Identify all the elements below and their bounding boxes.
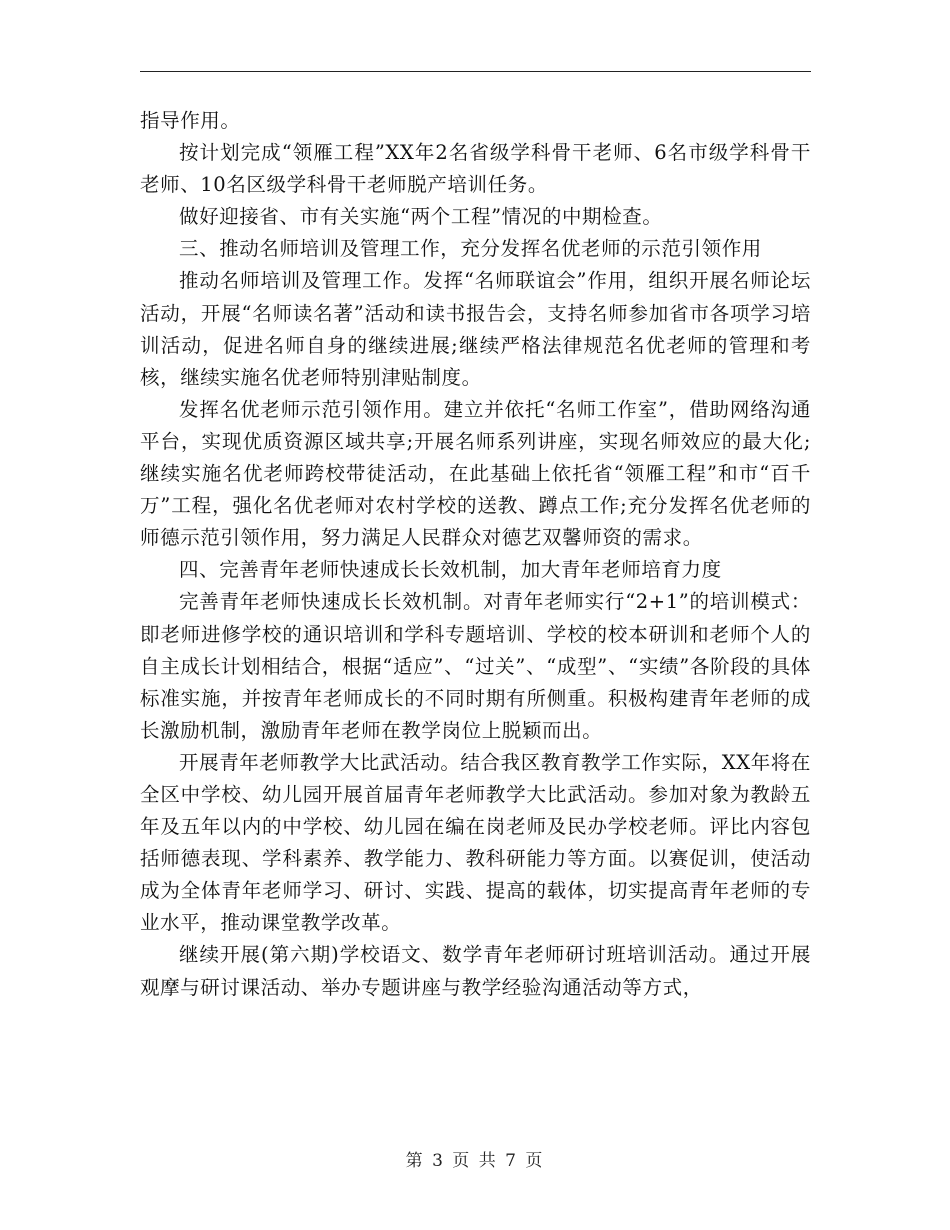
page-number-footer: 第 3 页 共 7 页 <box>405 1151 545 1171</box>
paragraph: 完善青年老师快速成长长效机制。对青年老师实行“2+1”的培训模式：即老师进修学校的通识培训和学科专题培训、学校的校本研训和老师个人的自主成长计划相结合，根据“适应”、“过关”、“成型”、“实绩”各阶段的具体标准实施，并按青年老师成长的不同时期有所侧重。积极构建青年老师的成长激励机制，激励青年老师在教学岗位上脱颖而出。 <box>140 590 811 742</box>
document-body <box>140 105 811 1004</box>
paragraph: 开展青年老师教学大比武活动。结合我区教育教学工作实际，XX年将在全区中学校、幼儿园开展首届青年老师教学大比武活动。参加对象为教龄五年及五年以内的中学校、幼儿园在编在岗老师及民办学校老师。评比内容包括师德表现、学科素养、教学能力、教科研能力等方面。以赛促训，使活动成为全体青年老师学习、研讨、实践、提高的载体，切实提高青年老师的专业水平，推动课堂教学改革。 <box>140 750 811 935</box>
paragraph: 指导作用。 <box>140 109 241 132</box>
paragraph: 按计划完成“领雁工程”XX年2名省级学科骨干老师、6名市级学科骨干老师、10名区级学科骨干老师脱产培训任务。 <box>140 141 811 197</box>
header-rule <box>140 71 811 72</box>
paragraph: 发挥名优老师示范引领作用。建立并依托“名师工作室”，借助网络沟通平台，实现优质资源区域共享;开展名师系列讲座，实现名师效应的最大化;继续实施名优老师跨校带徒活动，在此基础上依托省“领雁工程”和市“百千万”工程，强化名优老师对农村学校的送教、蹲点工作;充分发挥名优老师的师德示范引领作用，努力满足人民群众对德艺双馨师资的需求。 <box>140 397 811 550</box>
paragraph: 继续开展(第六期)学校语文、数学青年老师研讨班培训活动。通过开展观摩与研讨课活动、举办专题讲座与教学经验沟通活动等方式， <box>140 943 811 999</box>
section-heading: 三、推动名师培训及管理工作，充分发挥名优老师的示范引领作用 <box>179 237 762 261</box>
section-heading: 四、完善青年老师快速成长长效机制，加大青年老师培育力度 <box>179 558 722 582</box>
paragraph: 推动名师培训及管理工作。发挥“名师联谊会”作用，组织开展名师论坛活动，开展“名师读名著”活动和读书报告会，支持名师参加省市各项学习培训活动，促进名师自身的继续进展;继续严格法律规范名优老师的管理和考核，继续实施名优老师特别津贴制度。 <box>140 269 811 389</box>
paragraph: 做好迎接省、市有关实施“两个工程”情况的中期检查。 <box>179 205 663 229</box>
